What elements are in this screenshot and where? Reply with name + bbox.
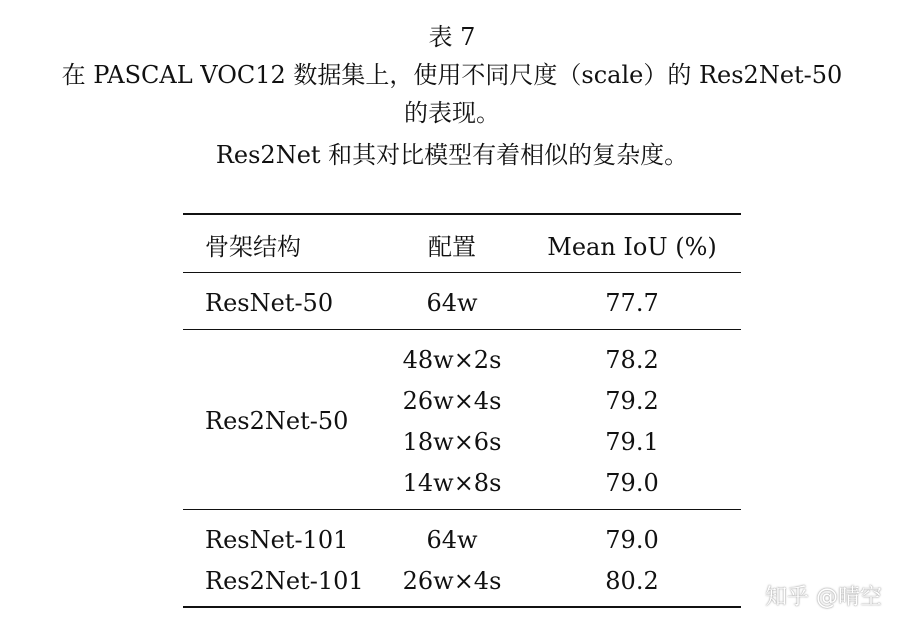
config-cell: 64w	[426, 289, 478, 317]
group-rule	[183, 509, 741, 510]
table-top-rule	[183, 213, 741, 215]
miou-cell: 79.1	[605, 428, 659, 456]
backbone-cell: Res2Net-101	[205, 567, 364, 595]
config-cell: 18w×6s	[402, 428, 502, 456]
miou-cell: 79.2	[605, 387, 659, 415]
header-config: 配置	[428, 233, 476, 261]
table-caption-line-3: Res2Net 和其对比模型有着相似的复杂度。	[215, 141, 689, 169]
table-bottom-rule	[183, 606, 741, 608]
config-cell: 26w×4s	[402, 387, 502, 415]
backbone-cell: Res2Net-50	[205, 407, 349, 435]
config-cell: 26w×4s	[402, 567, 502, 595]
backbone-cell: ResNet-101	[205, 526, 349, 554]
header-rule	[183, 272, 741, 273]
table-caption-line-2: 的表现。	[404, 99, 500, 127]
config-cell: 64w	[426, 526, 478, 554]
table-caption-title: 表 7	[428, 23, 476, 51]
miou-cell: 78.2	[605, 346, 659, 374]
header-backbone: 骨架结构	[205, 233, 301, 261]
config-cell: 48w×2s	[402, 346, 502, 374]
miou-cell: 80.2	[605, 567, 659, 595]
config-cell: 14w×8s	[402, 469, 502, 497]
group-rule	[183, 329, 741, 330]
header-mean-iou: Mean IoU (%)	[547, 233, 717, 261]
table-caption-line-1: 在 PASCAL VOC12 数据集上，使用不同尺度（scale）的 Res2Net-50	[61, 61, 843, 89]
miou-cell: 79.0	[605, 526, 659, 554]
backbone-cell: ResNet-50	[205, 289, 334, 317]
miou-cell: 79.0	[605, 469, 659, 497]
miou-cell: 77.7	[605, 289, 659, 317]
watermark: 知乎 @晴空	[765, 585, 882, 610]
